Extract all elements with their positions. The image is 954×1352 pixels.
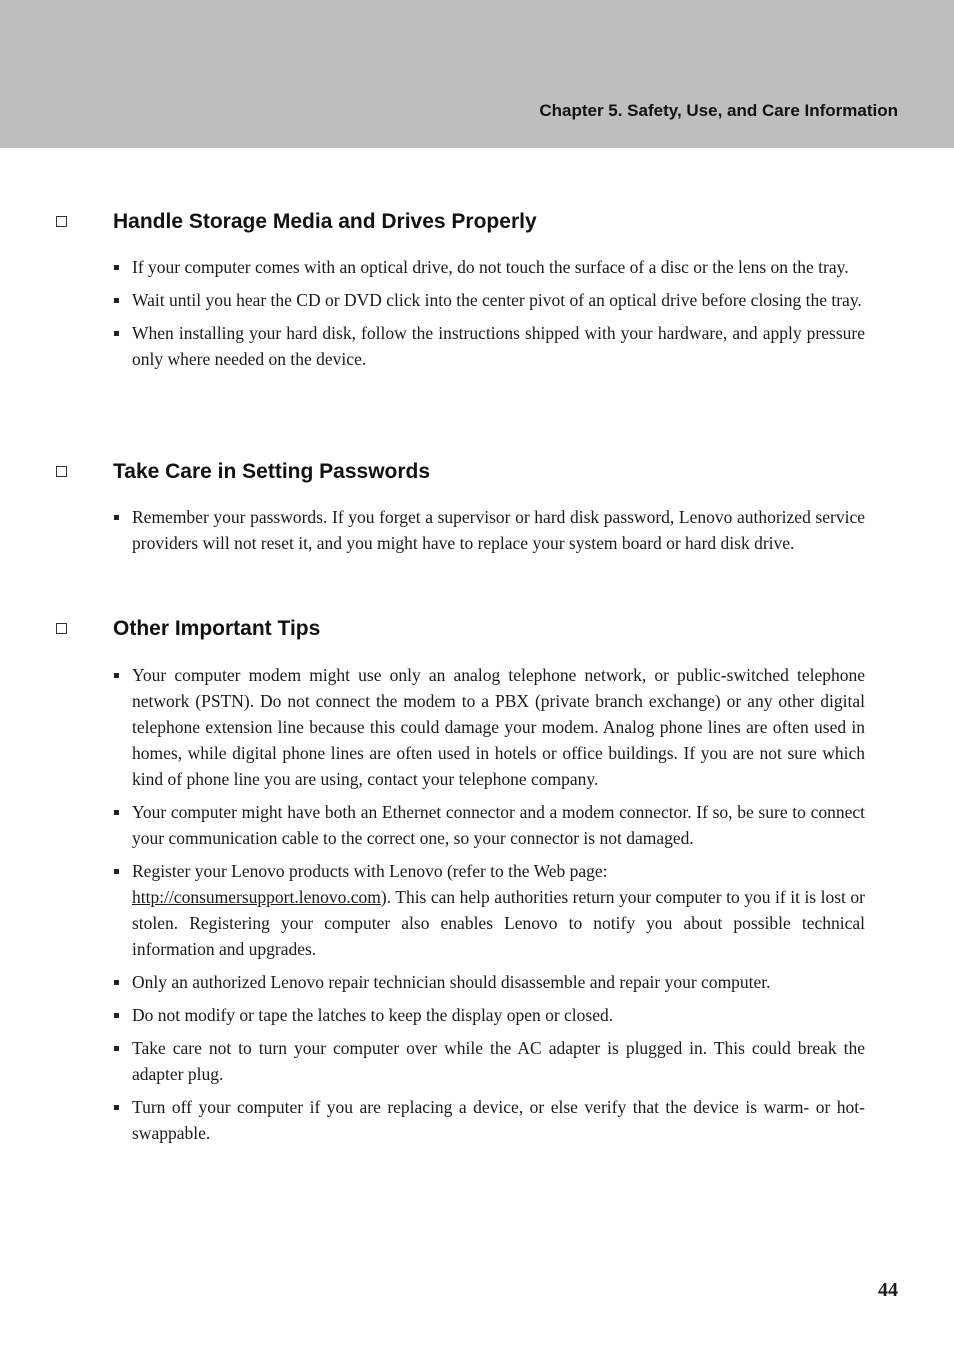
square-bullet-icon (56, 216, 67, 227)
list-item-text: Your computer might have both an Ethernet connector and a modem connector. If so, be sure to connect your communication cable to the correct one, so your connector is not damaged. (132, 802, 865, 848)
bullet-icon (114, 331, 119, 336)
list-item (132, 320, 865, 372)
bullet-icon (114, 515, 119, 520)
section-heading: Take Care in Setting Passwords (113, 460, 431, 483)
list-item-text: Register your Lenovo products with Lenovo (refer to the Web page: (132, 861, 608, 881)
list-item (132, 1002, 865, 1028)
bullet-list (0, 254, 954, 379)
list-item (132, 1094, 865, 1146)
list-item-text: Do not modify or tape the latches to keep the display open or closed. (132, 1005, 614, 1025)
list-item (132, 662, 865, 792)
header-band (0, 0, 954, 148)
square-bullet-icon (56, 623, 67, 634)
bullet-icon (114, 673, 119, 678)
chapter-title: Chapter 5. Safety, Use, and Care Information (539, 101, 898, 120)
list-item-text: Turn off your computer if you are replacing a device, or else verify that the device is warm- or hot-swappable. (132, 1097, 865, 1143)
list-item-text: Remember your passwords. If you forget a supervisor or hard disk password, Lenovo authorized service providers will not reset it, and you might have to replace your system board or hard disk drive. (132, 507, 865, 553)
bullet-icon (114, 980, 119, 985)
square-bullet-icon (56, 466, 67, 477)
lenovo-support-link[interactable]: http://consumersupport.lenovo.com (132, 887, 381, 907)
bullet-icon (114, 265, 119, 270)
bullet-icon (114, 1046, 119, 1051)
bullet-icon (114, 1013, 119, 1018)
bullet-list (0, 504, 954, 563)
page-number: 44 (878, 1279, 898, 1301)
list-item (132, 504, 865, 556)
section-heading: Handle Storage Media and Drives Properly (113, 210, 537, 233)
list-item (132, 969, 865, 995)
list-item-text: Wait until you hear the CD or DVD click into the center pivot of an optical drive before closing the tray. (132, 290, 862, 310)
section-heading: Other Important Tips (113, 617, 321, 640)
list-item (132, 799, 865, 851)
list-item-text: When installing your hard disk, follow the instructions shipped with your hardware, and apply pressure only where needed on the device. (132, 323, 865, 369)
list-item (132, 1035, 865, 1087)
list-item-text: Take care not to turn your computer over while the AC adapter is plugged in. This could break the adapter plug. (132, 1038, 865, 1084)
bullet-icon (114, 1105, 119, 1110)
bullet-icon (114, 810, 119, 815)
bullet-icon (114, 298, 119, 303)
list-item (132, 254, 865, 280)
bullet-icon (114, 869, 119, 874)
list-item-text: Your computer modem might use only an analog telephone network, or public-switched telephone network (PSTN). Do not connect the modem to a PBX (private branch exchange) or any other digital telephone extension line because this could damage your modem. Analog phone lines are often used in homes, while digital phone lines are often used in hotels or office buildings. If you are not sure which kind of phone line you are using, contact your telephone company. (132, 665, 865, 789)
list-item (132, 287, 865, 313)
list-item (132, 858, 865, 962)
bullet-list (0, 662, 954, 1153)
list-item-text: Only an authorized Lenovo repair technician should disassemble and repair your computer. (132, 972, 771, 992)
list-item-text: ). This can help authorities return your computer to you if it is lost or stolen. Registering your computer also enables Lenovo to notify you about possible technical information and upgrades. (132, 887, 865, 959)
list-item-text: If your computer comes with an optical drive, do not touch the surface of a disc or the lens on the tray. (132, 257, 849, 277)
